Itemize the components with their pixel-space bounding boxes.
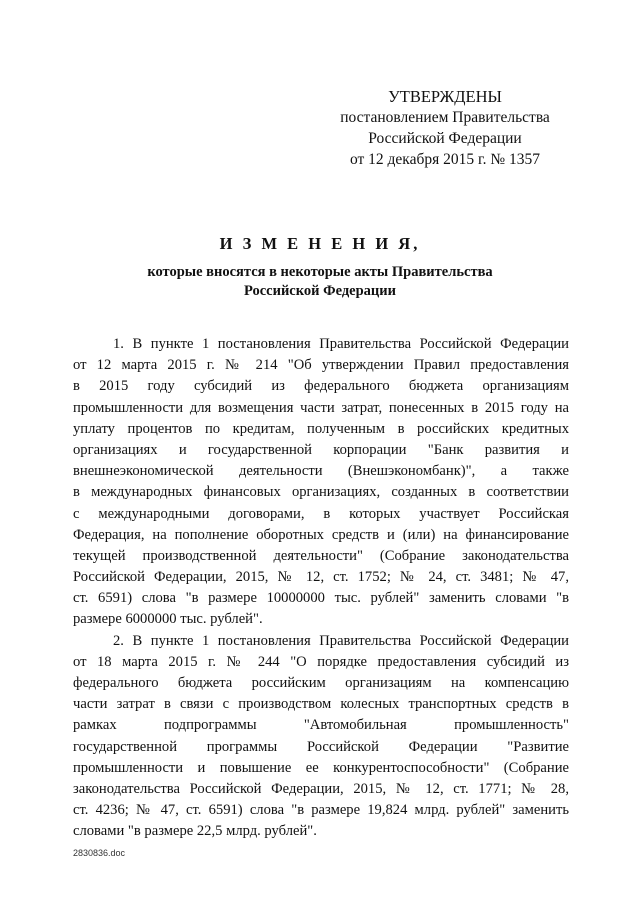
- document-title: И З М Е Н Е Н И Я,: [219, 234, 421, 253]
- body-line: ст. 6591) слова "в размере 10000000 тыс. рублей" заменить словами "в: [73, 590, 569, 607]
- body-line: в международных финансовых организациях, созданных в соответствии: [73, 484, 569, 501]
- body-line: федерального бюджета российским организациям на компенсацию: [73, 675, 569, 691]
- body-line: законодательства Российской Федерации, 2015, № 12, ст. 1771; № 28,: [73, 780, 569, 797]
- body-line: рамках подпрограммы "Автомобильная промышленность": [73, 717, 569, 734]
- body-line: с международными договорами, в которых участвует Российская: [73, 505, 569, 522]
- body-line: организациях и государственной корпорации "Банк развития и: [73, 441, 569, 458]
- body-line: 2. В пункте 1 постановления Правительства Российской Федерации: [113, 632, 569, 649]
- body-line: внешнеэкономической деятельности (Внешэкономбанк)", а также: [73, 463, 569, 480]
- body-line: промышленности для возмещения части затрат, понесенных в 2015 году на: [73, 399, 569, 416]
- approval-line: Российской Федерации: [368, 130, 522, 147]
- file-reference: 2830836.doc: [73, 848, 126, 858]
- body-line: ст. 4236; № 47, ст. 6591) слова "в размере 19,824 млрд. рублей" заменить: [73, 802, 569, 819]
- body-line: уплату процентов по кредитам, полученным в российских кредитных: [73, 420, 569, 437]
- document-subtitle: [120, 263, 520, 301]
- body-line: государственной программы Российской Федерации "Развитие: [73, 738, 569, 755]
- body-line: от 12 марта 2015 г. № 214 "Об утверждении Правил предоставления: [73, 357, 569, 374]
- body-line: части затрат в связи с производством колесных транспортных средств в: [73, 696, 569, 713]
- subtitle-line: которые вносятся в некоторые акты Правительства: [147, 264, 493, 280]
- approval-line: от 12 декабря 2015 г. № 1357: [349, 151, 541, 168]
- approval-heading: УТВЕРЖДЕНЫ: [388, 87, 502, 106]
- body-line: Федерация, на пополнение оборотных средств и (или) на финансирование: [73, 526, 569, 543]
- body-line: 1. В пункте 1 постановления Правительства Российской Федерации: [113, 336, 569, 352]
- body-line: словами "в размере 22,5 млрд. рублей".: [73, 823, 317, 840]
- body-line: размере 6000000 тыс. рублей".: [73, 611, 263, 628]
- approval-line: постановлением Правительства: [340, 109, 550, 126]
- approval-stamp: [330, 86, 560, 170]
- body-line: в 2015 году субсидий из федерального бюджета организациям: [73, 378, 569, 395]
- body-line: от 18 марта 2015 г. № 244 "О порядке предоставления субсидий из: [73, 653, 569, 670]
- body-line: текущей производственной деятельности" (Собрание законодательства: [73, 547, 569, 564]
- subtitle-line: Российской Федерации: [243, 283, 396, 299]
- body-line: Российской Федерации, 2015, № 12, ст. 1752; № 24, ст. 3481; № 47,: [73, 569, 569, 586]
- document-body: [73, 334, 569, 843]
- body-line: промышленности и повышение ее конкурентоспособности" (Собрание: [73, 759, 569, 776]
